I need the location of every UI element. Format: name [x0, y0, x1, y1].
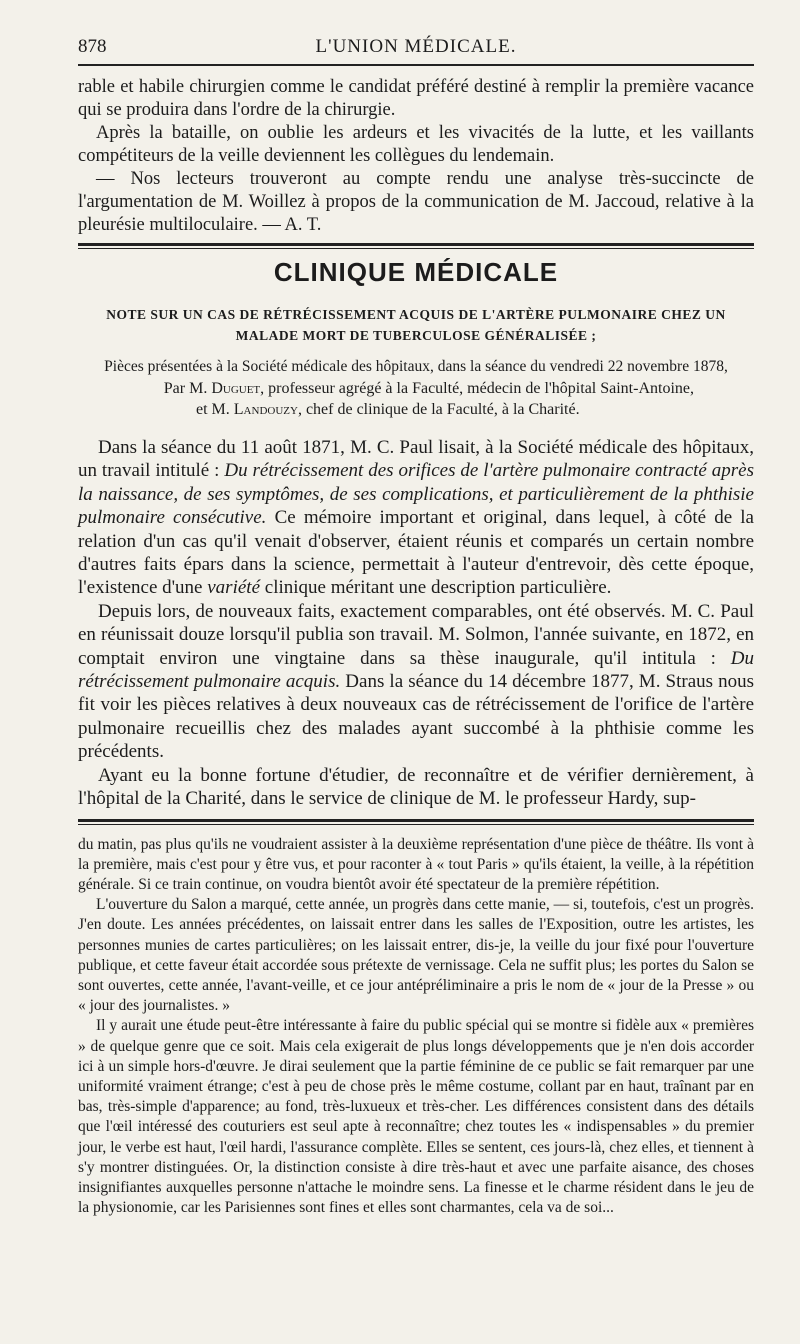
text-run: Dans la séance du 14 décembre 1877, M. Straus nous fit voir les pièces relatives à deux nouveaux cas de rétrécissement de l'orifice de l'artère pulmonaire recueillis chez des malades ayant succombé à la phthisie comme les précédents.	[78, 671, 755, 763]
cited-title: Du rétrécissement des orifices de l'artère pulmonaire contracté après la naissance, de ses symptômes, de ses complications, et particulièrement de la phthisie pulmonaire consécutive.	[78, 460, 755, 529]
authors-et: et M.	[196, 401, 230, 418]
page-number: 878	[78, 36, 107, 57]
text-run: Dans la séance du 11 août 1871, M. C. Paul lisait, à la Société médicale des hôpitaux, un travail intitulé :	[78, 437, 754, 482]
section-title: CLINIQUE MÉDICALE	[273, 257, 559, 287]
running-head	[78, 30, 754, 64]
journal-title: L'UNION MÉDICALE.	[315, 36, 517, 57]
feuilleton-text	[78, 825, 754, 1219]
article-authors	[78, 378, 754, 420]
article-title: NOTE SUR UN CAS DE RÉTRÉCISSEMENT ACQUIS DE L'ARTÈRE PULMONAIRE CHEZ UN MALADE MORT DE TUBERCULOSE GÉNÉRALISÉE ;	[106, 307, 726, 343]
article-body	[78, 420, 754, 811]
authors-second-line	[78, 399, 694, 420]
top-text-block	[78, 66, 754, 243]
text-run: Depuis lors, de nouveaux faits, exactement comparables, ont été observés. M. C. Paul en réunissait douze lorsqu'il publia son travail. M. Solmon, l'année suivante, en 1872, en comptait environ une vingtaine dans sa thèse inaugurale, qu'il intitula :	[78, 600, 754, 669]
paragraph: du matin, pas plus qu'ils ne voudraient assister à la deuxième représentation d'une pièce de théâtre. Ils vont à la première, mais c'est pour y être vus, et pour raconter à « tout Paris » qu'ils étaient, la veille, à la répétition générale. Si ce train continue, on voudra bientôt avoir été spectateur de la première répétition.	[78, 835, 754, 893]
article-subtitle: Pièces présentées à la Société médicale des hôpitaux, dans la séance du vendredi 22 novembre 1878,	[104, 358, 728, 375]
section-divider	[78, 243, 754, 249]
cited-title: Du rétrécissement pulmonaire acquis.	[78, 647, 754, 693]
text-run: clinique méritant une description particulière.	[260, 577, 612, 599]
author-name: Duguet	[211, 380, 261, 397]
author-affiliation: , chef de clinique de la Faculté, à la Charité.	[297, 401, 580, 418]
paragraph: Ayant eu la bonne fortune d'étudier, de reconnaître et de vérifier dernièrement, à l'hôpital de la Charité, dans le service de clinique de M. le professeur Hardy, sup-	[78, 764, 754, 810]
paragraph: Après la bataille, on oublie les ardeurs et les vivacités de la lutte, et les vaillants compétiteurs de la veille deviennent les collègues du lendemain.	[78, 123, 754, 166]
author-affiliation: , professeur agrégé à la Faculté, médecin de l'hôpital Saint-Antoine,	[260, 380, 694, 397]
paragraph	[78, 600, 754, 764]
paragraph: Il y aurait une étude peut-être intéressante à faire du public spécial qui se montre si fidèle aux « premières » de quelque genre que ce soit. Mais cela exigerait de plus longs développements que je n'en dois accorder ici à un simple hors-d'œuvre. Je dirai seulement que la partie féminine de ce public se fait remarquer par une uniformité vraiment étrange; c'est à peu de chose près le même costume, collant par en haut, traînant par en bas, très-simple d'apparence; au fond, très-luxueux et très-cher. Les différences consistent dans des détails que l'œil intéressé des couturiers est seul apte à reconnaître; chez toutes les « indispensables » du premier jour, le verbe est haut, l'œil hardi, l'assurance complète. Elles se sentent, ces jours-là, chez elles, et tiennent à s'y montrer distinguées. Or, la distinction consiste à dire très-haut et avec une parfaite aisance, des choses insignifiantes auxquelles personne n'attache le moindre sens. La finesse et le charme résident dans le jeu de la physionomie, car les Parisiennes sont fines et elles sont charmantes, cela va de soi...	[78, 1017, 754, 1217]
text-run: Ce mémoire important et original, dans lequel, à côté de la relation d'un cas qu'il venait d'observer, étaient réunis et comparés un certain nombre d'autres faits épars dans la science, permettait à l'auteur d'entrevoir, dès cette époque, l'existence d'une	[78, 507, 754, 599]
author-name: Landouzy	[233, 401, 298, 418]
paragraph	[78, 436, 754, 600]
paragraph: — Nos lecteurs trouveront au compte rendu une analyse très-succincte de l'argumentation de M. Woillez à propos de la communication de M. Jaccoud, relative à la pleurésie multiloculaire. — A. T.	[78, 169, 754, 235]
authors-par: Par M.	[163, 380, 208, 397]
paragraph: rable et habile chirurgien comme le candidat préféré destiné à remplir la première vacance qui se produira dans l'ordre de la chirurgie.	[78, 77, 754, 120]
paragraph: L'ouverture du Salon a marqué, cette année, un progrès dans cette manie, — si, toutefois, c'est un progrès. J'en doute. Les années précédentes, on laissait entrer dans les salles de l'Exposition, outre les artistes, les personnes munies de cartes particulières; on les laissait entrer, dis-je, la veille du jour fixé pour l'ouverture publique, et cette faveur était accordée sous prétexte de vernissage. Cela ne suffit plus; les portes du Salon se sont ouvertes, cette année, l'avant-veille, et ce jour antépréliminaire a pris le nom de « jour de la Presse » ou « jour des journalistes. »	[78, 896, 754, 1015]
emphasis: variété	[207, 577, 261, 599]
